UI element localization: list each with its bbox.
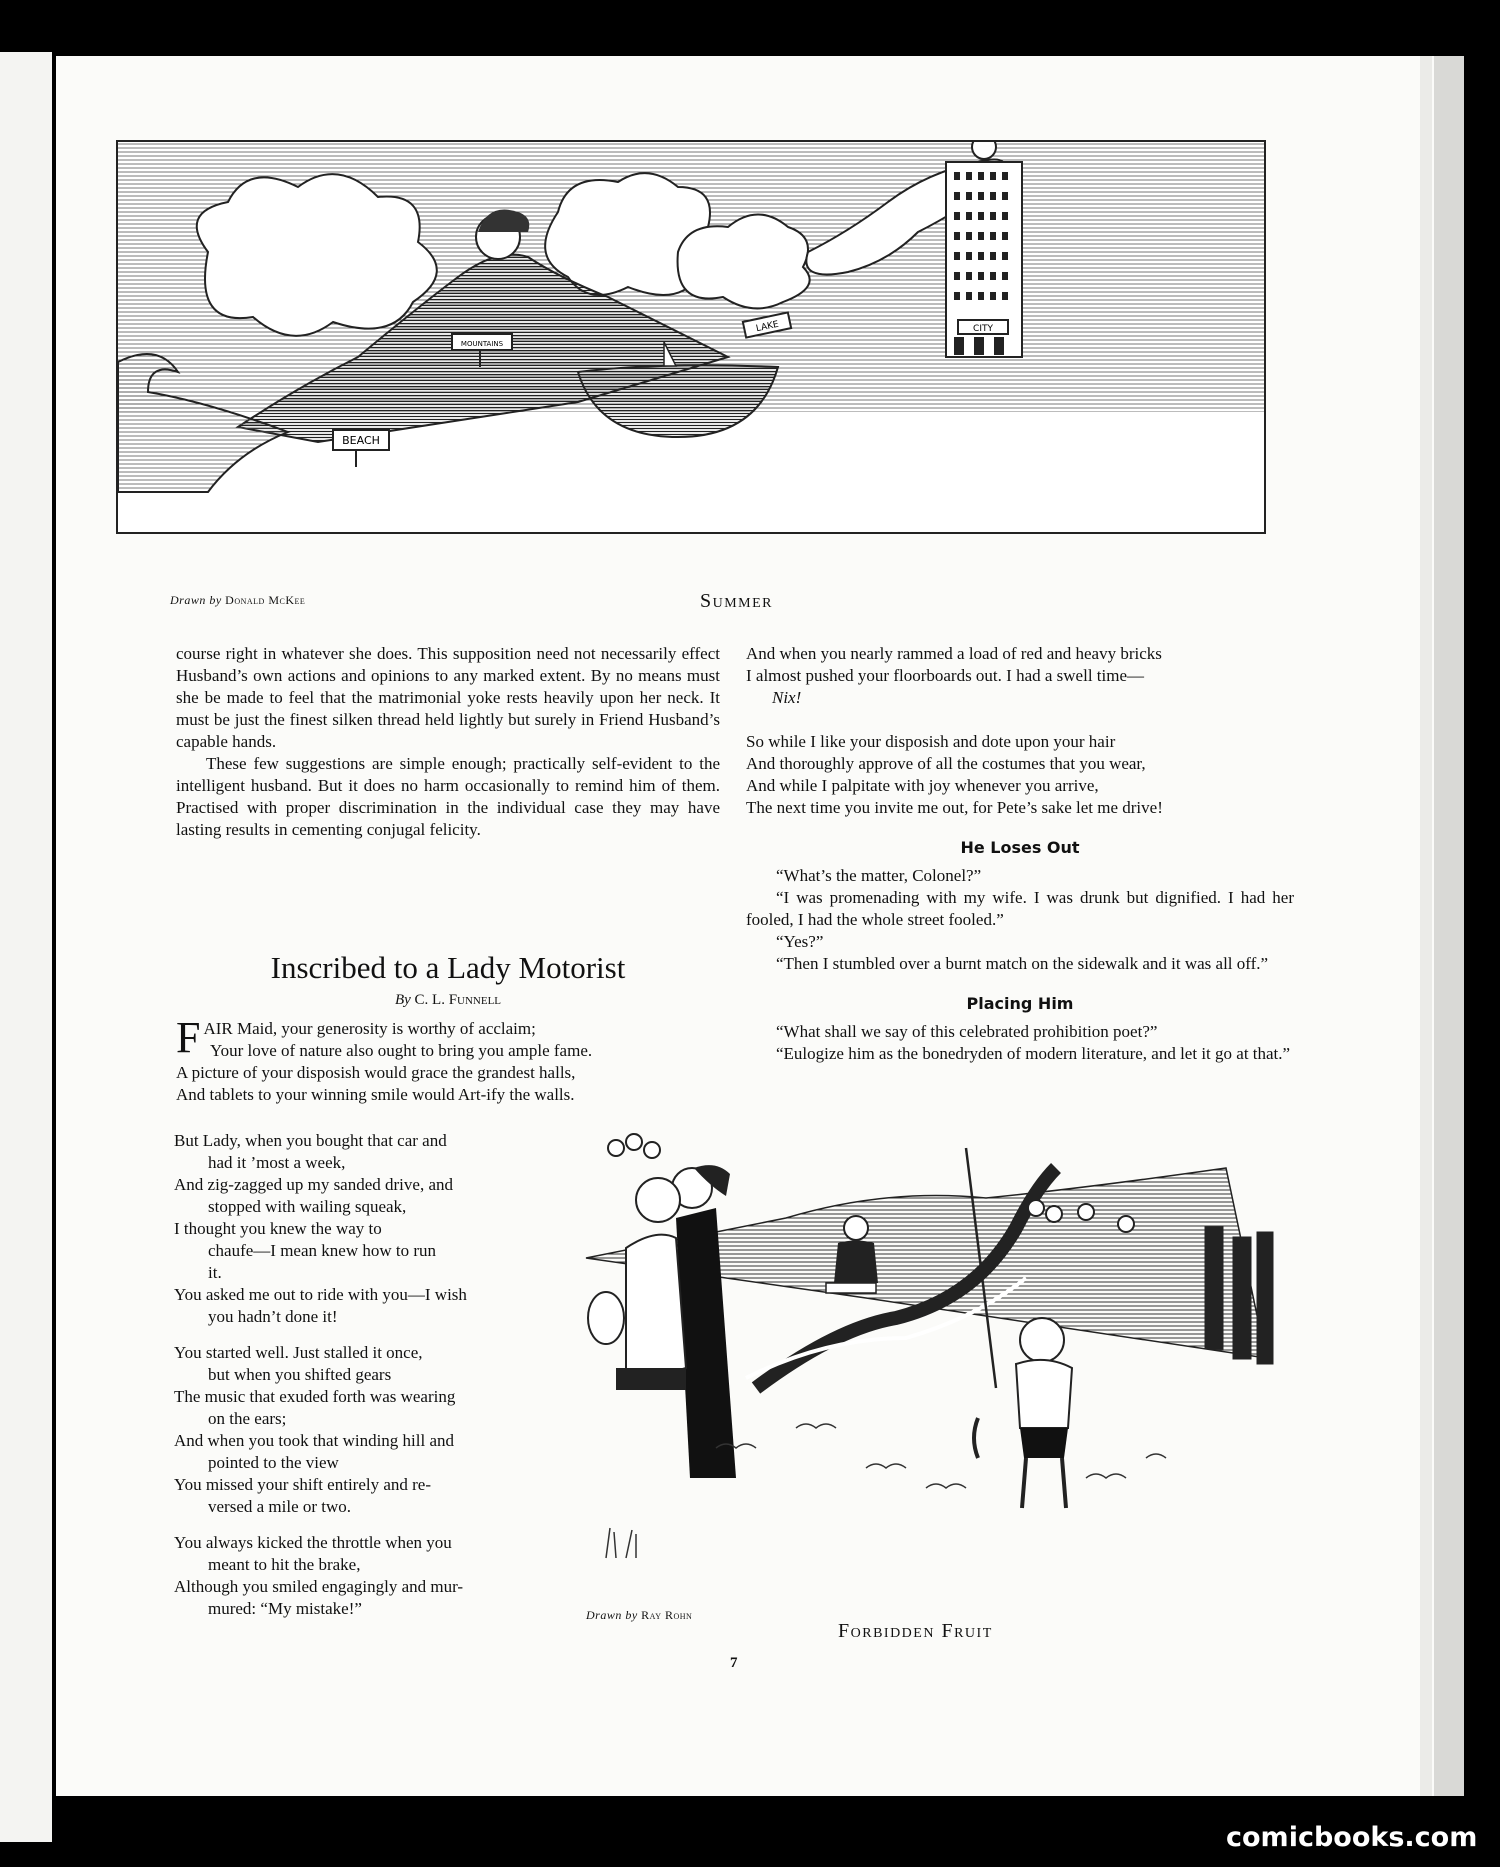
- placing-him-heading: Placing Him: [966, 994, 1074, 1013]
- svg-text:LAKE: LAKE: [755, 319, 780, 335]
- article-conclusion: [176, 643, 720, 841]
- he-loses-out-heading: He Loses Out: [960, 838, 1080, 857]
- woman-hat: [588, 1292, 624, 1344]
- page-number: 7: [730, 1655, 738, 1671]
- poem-byline: By C. L. Funnell: [394, 992, 502, 1008]
- forbidden-fruit-cartoon: [566, 1128, 1306, 1628]
- poem-stanzas-continued: [174, 1130, 540, 1634]
- nix-line: Nix!: [772, 688, 802, 707]
- page-edge-outer: [1434, 56, 1464, 1796]
- forbidden-fruit-credit: Drawn by Ray Rohn: [586, 1608, 693, 1622]
- trees: [1206, 1228, 1272, 1363]
- poem-stanza-1: F AIR Maid, your generosity is worthy of acclaim; Your love of nature also ought to bring you ample fame. A picture of your disposish would grace the grandest halls, And tablets to your winning smile would Art-ify the walls.: [176, 1013, 593, 1104]
- right-column: And when you nearly rammed a load of red and heavy bricks I almost pushed your floorboards out. I had a swell time— Nix! So while I like your disposish and dote upon your hair And thoroughly approve of all the costumes that you wear, And while I palpitate with joy whenever you arrive, The next time you invite me out, for Pete’s sake let me drive! He Loses Out “What’s the matter, Colonel?” “I was promenading with my wife. I was drunk but dignified. I had her fooled, I had the whole street fooled.” “Yes?” “Then I stumbled over a burnt match on the sidewalk and it was all off.” Placing Him “What shall we say of this celebrated prohibition poet?” “Eulogize him as the bonedryden of modern literature, and let it go at that.”: [746, 644, 1294, 1063]
- svg-text:MOUNTAINS: MOUNTAINS: [460, 340, 504, 348]
- couple: [588, 1165, 736, 1478]
- drop-cap: F: [176, 1013, 201, 1062]
- poem-stanza-4: You always kicked the throttle when you meant to hit the brake, Although you smiled engagingly and mur- mured: “My mistake!”: [174, 1533, 464, 1618]
- woman-dress: [626, 1235, 686, 1378]
- page-edge-inner: [1420, 56, 1432, 1796]
- paragraph-1: course right in whatever she does. This supposition need not necessarily effect Husband’s own actions and opinions to any marked extent. By no means must she be made to feel that the matrimonial yoke rests heavily upon her neck. It must be just the finest silken thread held lightly but surely in Friend Husband’s capable hands.: [176, 644, 720, 751]
- svg-text:CITY: CITY: [973, 324, 993, 334]
- poem-stanza-3: You started well. Just stalled it once, but when you shifted gears The music that exuded forth was wearing on the ears; And when you took that winding hill and pointed to the view You missed your shift entirely and re- versed a mile or two.: [174, 1343, 456, 1516]
- figure-head: [972, 142, 996, 159]
- poem-stanza-2: But Lady, when you bought that car and had it ’most a week, And zig-zagged up my sanded drive, and stopped with wailing squeak, I thought you knew the way to chaufe—I mean knew how to run it. You asked me out to ride with you—I wish you hadn’t done it!: [174, 1131, 467, 1326]
- facing-page-edge: [0, 52, 52, 1842]
- paragraph-2: These few suggestions are simple enough; practically self-evident to the intelligent husband. But it does no harm occasionally to remind him of them. Practised with proper discrimination in the individual case they may have lasting results in cementing conjugal felicity.: [176, 754, 720, 839]
- city-sign: [958, 320, 1008, 334]
- summer-cartoon: [116, 140, 1266, 534]
- forbidden-fruit-caption: Forbidden Fruit: [838, 1620, 993, 1642]
- svg-text:BEACH: BEACH: [342, 434, 380, 447]
- watermark: comicbooks.com: [1226, 1822, 1478, 1853]
- poem-title: Inscribed to a Lady Motorist: [270, 950, 626, 985]
- summer-credit: Drawn by Donald McKee: [170, 593, 306, 607]
- summer-caption: Summer: [700, 590, 774, 612]
